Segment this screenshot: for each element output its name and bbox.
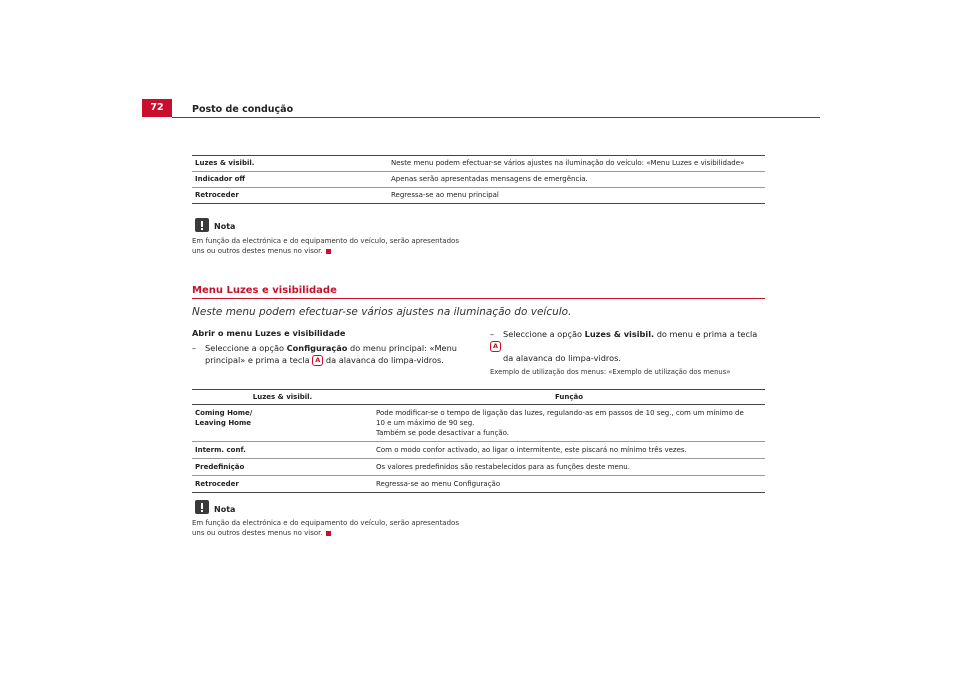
table-cell-value: Neste menu podem efectuar-se vários ajustes na iluminação do veículo: «Menu Luzes e visibilidade» xyxy=(388,156,765,172)
table-cell-value: Apenas serão apresentadas mensagens de emergência. xyxy=(388,172,765,188)
page-number: 72 xyxy=(142,99,172,117)
table-cell-value xyxy=(373,405,765,442)
function-table xyxy=(192,389,765,493)
step-text: da alavanca do limpa-vidros. xyxy=(503,353,621,363)
table-row xyxy=(192,405,765,442)
table-row xyxy=(192,188,765,204)
note-line-text: uns ou outros destes menus no visor. xyxy=(192,247,323,255)
dash: – xyxy=(490,329,495,339)
step-text: da alavanca do limpa-vidros. xyxy=(323,355,444,365)
note-line xyxy=(192,528,492,538)
chapter-title: Posto de condução xyxy=(192,104,294,115)
dash: – xyxy=(192,343,197,353)
table-cell-key: Retroceder xyxy=(195,480,239,488)
value-line: Também se pode desactivar a função. xyxy=(376,429,510,437)
table-cell-value: Com o modo confor activado, ao ligar o intermitente, este piscará no mínimo três vezes. xyxy=(373,442,765,459)
note-line xyxy=(192,246,492,256)
table-cell-value: Regressa-se ao menu principal xyxy=(391,191,499,199)
table-row xyxy=(192,459,765,476)
step-text: principal» e prima a tecla xyxy=(205,355,313,365)
section-subtitle: Neste menu podem efectuar-se vários ajustes na iluminação do veículo. xyxy=(192,306,572,318)
note-title: Nota xyxy=(214,222,236,231)
step-text: do menu e prima a tecla xyxy=(654,329,758,339)
instruction-step-2 xyxy=(490,328,770,364)
table-cell-key: Interm. conf. xyxy=(192,442,373,459)
note-icon xyxy=(195,218,209,232)
table-row xyxy=(192,476,765,493)
header-rule xyxy=(172,117,820,118)
note-line: Em função da electrónica e do equipamento do veículo, serão apresentados xyxy=(192,519,459,527)
end-mark-icon xyxy=(326,249,331,254)
key-a-icon: A xyxy=(490,341,501,352)
table-row xyxy=(192,442,765,459)
value-line: Pode modificar-se o tempo de ligação das luzes, regulando-as em passos de 10 seg., com um mínimo de xyxy=(376,409,744,417)
table-cell-key xyxy=(192,405,373,442)
step-text: Seleccione a opção xyxy=(503,329,585,339)
key-line: Leaving Home xyxy=(195,419,252,427)
end-mark-icon xyxy=(326,531,331,536)
step-text: do menu principal: «Menu xyxy=(347,343,457,353)
table-cell-key: Retroceder xyxy=(195,191,239,199)
note-title: Nota xyxy=(214,505,236,514)
table-row xyxy=(192,156,765,172)
note-icon xyxy=(195,500,209,514)
instruction-step-1 xyxy=(192,342,482,366)
key-a-icon: A xyxy=(312,355,323,366)
options-table xyxy=(192,155,765,204)
table-cell-key: Predefinição xyxy=(192,459,373,476)
caption: Exemplo de utilização dos menus: «Exemplo de utilização dos menus» xyxy=(490,368,731,376)
table-row xyxy=(192,172,765,188)
step-bold-text: Luzes & visibil. xyxy=(584,329,655,339)
column-header: Função xyxy=(373,390,765,405)
table-cell-value: Regressa-se ao menu Configuração xyxy=(376,480,501,488)
note-text xyxy=(192,236,492,256)
step-text: Seleccione a opção xyxy=(205,343,287,353)
key-line: Coming Home/ xyxy=(195,409,253,417)
column-header: Luzes & visibil. xyxy=(192,390,373,405)
note-line-text: uns ou outros destes menus no visor. xyxy=(192,529,323,537)
table-header-row xyxy=(192,390,765,405)
table-cell-value: Os valores predefinidos são restabelecidos para as funções deste menu. xyxy=(373,459,765,476)
table-cell-key: Luzes & visibil. xyxy=(192,156,388,172)
note-text xyxy=(192,518,492,538)
instructions-heading: Abrir o menu Luzes e visibilidade xyxy=(192,328,346,338)
value-line: 10 e um máximo de 90 seg. xyxy=(376,419,475,427)
table-cell-key: Indicador off xyxy=(192,172,388,188)
step-bold-text: Configuração xyxy=(286,343,348,353)
section-title: Menu Luzes e visibilidade xyxy=(192,285,337,296)
section-rule xyxy=(192,298,765,299)
note-line: Em função da electrónica e do equipamento do veículo, serão apresentados xyxy=(192,237,459,245)
